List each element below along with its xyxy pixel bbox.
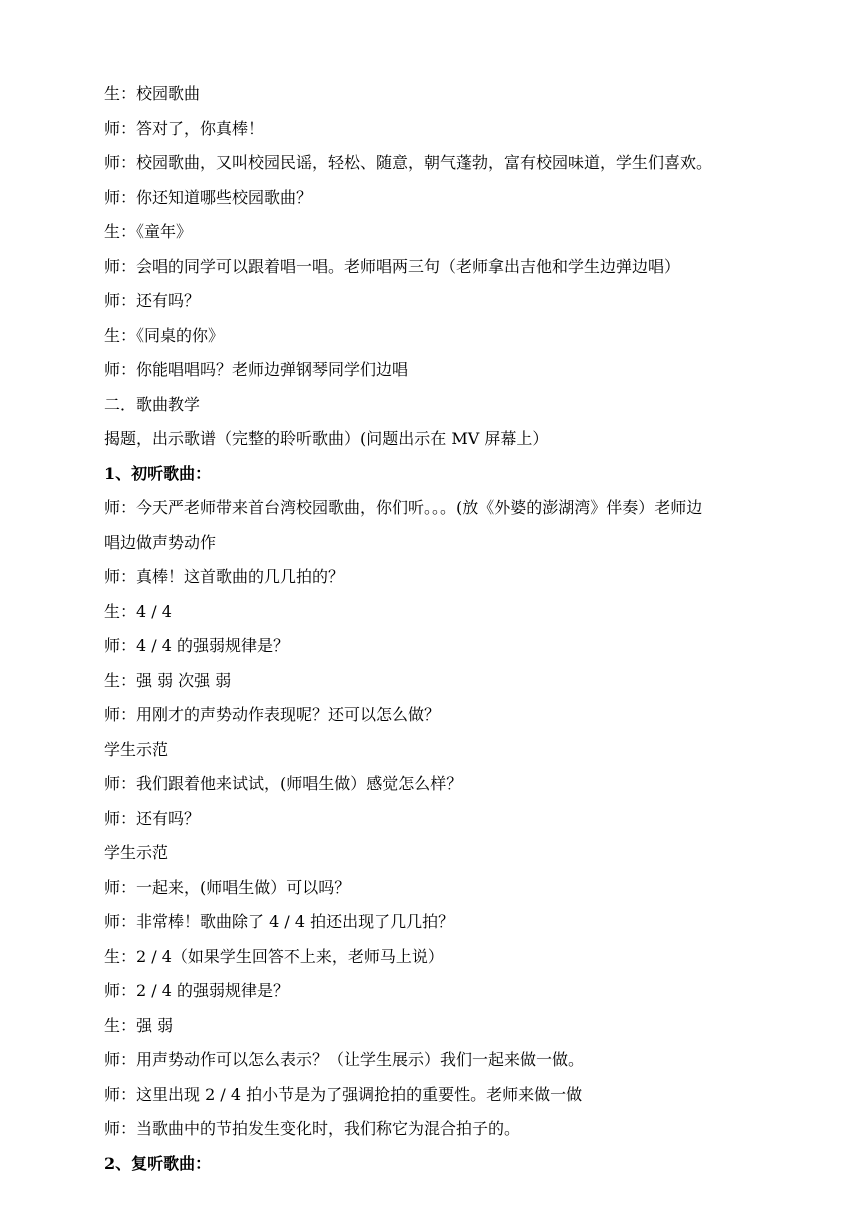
dialogue-line: 师：会唱的同学可以跟着唱一唱。老师唱两三句（老师拿出吉他和学生边弹边唱）	[104, 257, 681, 276]
dialogue-line: 生：2 / 4（如果学生回答不上来，老师马上说）	[104, 947, 444, 966]
dialogue-line: 师：一起来，(师唱生做）可以吗？	[104, 878, 351, 897]
dialogue-line: 师：2 / 4 的强弱规律是？	[104, 981, 290, 1000]
dialogue-line: 师：这里出现 2 / 4 拍小节是为了强调抢拍的重要性。老师来做一做	[104, 1085, 583, 1104]
dialogue-line: 师：用声势动作可以怎么表示？（让学生展示）我们一起来做一做。	[104, 1050, 585, 1069]
dialogue-line: 学生示范	[104, 740, 169, 759]
dialogue-line: 生：《童年》	[104, 222, 193, 241]
dialogue-line: 学生示范	[104, 843, 169, 862]
dialogue-line: 生：强 弱	[104, 1016, 174, 1035]
section-heading: 2、复听歌曲：	[104, 1154, 212, 1173]
dialogue-line: 生：《同桌的你》	[104, 326, 225, 345]
dialogue-line: 揭题，出示歌谱（完整的聆听歌曲）(问题出示在 MV 屏幕上）	[104, 429, 549, 448]
dialogue-line: 师：你还知道哪些校园歌曲？	[104, 188, 313, 207]
dialogue-line: 师：答对了，你真棒！	[104, 119, 265, 138]
dialogue-line: 师：还有吗？	[104, 809, 201, 828]
section-heading: 1、初听歌曲：	[104, 464, 212, 483]
dialogue-line: 二．歌曲教学	[104, 395, 201, 414]
dialogue-line: 师：校园歌曲，又叫校园民谣，轻松、随意，朝气蓬勃，富有校园味道，学生们喜欢。	[104, 153, 713, 172]
dialogue-line: 师：真棒！这首歌曲的几几拍的？	[104, 567, 345, 586]
dialogue-line: 师：用刚才的声势动作表现呢？还可以怎么做？	[104, 705, 441, 724]
dialogue-line: 师：还有吗？	[104, 291, 201, 310]
dialogue-line: 师：非常棒！歌曲除了 4 / 4 拍还出现了几几拍？	[104, 912, 455, 931]
dialogue-line: 生：4 / 4	[104, 602, 172, 621]
dialogue-line: 生：校园歌曲	[104, 84, 201, 103]
dialogue-line: 师：今天严老师带来首台湾校园歌曲，你们听。。。(放《外婆的澎湖湾》伴奏）老师边	[104, 498, 703, 517]
dialogue-line: 生：强 弱 次强 弱	[104, 671, 232, 690]
dialogue-line: 师：你能唱唱吗？老师边弹钢琴同学们边唱	[104, 360, 409, 379]
dialogue-line: 师：4 / 4 的强弱规律是？	[104, 636, 290, 655]
dialogue-line: 师：我们跟着他来试试，(师唱生做）感觉怎么样？	[104, 774, 463, 793]
dialogue-line: 唱边做声势动作	[104, 533, 217, 552]
dialogue-line: 师：当歌曲中的节拍发生变化时，我们称它为混合拍子的。	[104, 1119, 521, 1138]
